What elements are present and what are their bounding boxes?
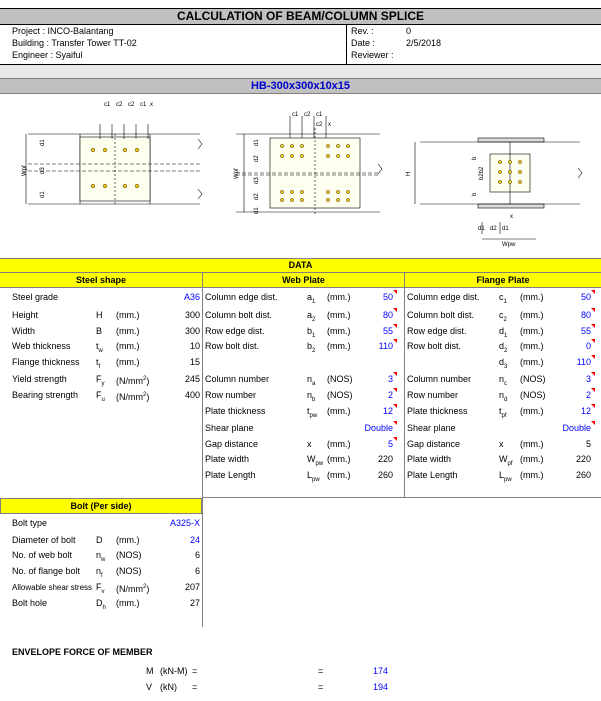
bolt-unit: $(N/mm^2)$ (116, 584, 150, 594)
flange-symbol: $t_{pf}$ (499, 406, 507, 419)
steel-symbol: B (96, 326, 103, 336)
flange-heading: Flange Plate (404, 272, 601, 288)
bolt-value[interactable]: A325-X (169, 518, 200, 528)
steel-label: Bearing strength (12, 390, 79, 400)
web-label: Column number (205, 374, 270, 384)
flange-symbol: $n_d$ (499, 390, 508, 403)
flange-value[interactable]: 50 (580, 292, 591, 302)
label-bb: b (472, 192, 478, 196)
flange-unit: (mm.) (520, 470, 544, 480)
input-marker-icon (393, 339, 397, 343)
bolt-label: Bolt hole (12, 598, 48, 608)
flange-value[interactable]: 12 (580, 406, 591, 416)
label-x: x (150, 102, 153, 108)
web-symbol: x (307, 439, 312, 449)
web-label: Row number (205, 390, 257, 400)
bolt-unit: (NOS) (116, 550, 142, 560)
envelope-unit: (kN-M) (160, 666, 188, 676)
label-web-d3: d3 (254, 177, 260, 184)
splice-sketch (0, 94, 601, 258)
web-label: Row edge dist. (205, 326, 265, 336)
steel-unit: (mm.) (116, 310, 140, 320)
flange-label: Row bolt dist. (407, 341, 462, 351)
web-symbol: $b_1$ (307, 326, 316, 339)
steel-unit: $(N/mm^2)$ (116, 392, 150, 402)
label-d1b: d1 (40, 191, 46, 198)
input-marker-icon (393, 388, 397, 392)
web-unit: (mm.) (327, 454, 351, 464)
web-value[interactable]: 3 (387, 374, 393, 384)
flange-plate-view (26, 124, 202, 204)
bolt-value[interactable]: 24 (189, 535, 200, 545)
flange-symbol: $W_{pf}$ (499, 454, 513, 467)
bolt-label: Diameter of bolt (12, 535, 76, 545)
label-web-x: x (328, 122, 331, 128)
input-marker-icon (591, 372, 595, 376)
web-value[interactable]: 5 (387, 439, 393, 449)
bolt-symbol: $F_v$ (96, 582, 105, 595)
envelope-unit: (kN) (160, 682, 177, 692)
flange-symbol: $L_{pw}$ (499, 470, 512, 483)
bolt-symbol: $n_f$ (96, 566, 103, 579)
web-value: 220 (377, 454, 393, 464)
steel-unit: $(N/mm^2)$ (116, 376, 150, 386)
bolt-label: Bolt type (12, 518, 48, 528)
project-name: Project : INCO-Balantang (12, 26, 114, 36)
bolt-symbol: $D_h$ (96, 598, 106, 611)
flange-value: 220 (575, 454, 591, 464)
bolt-value: 6 (194, 566, 200, 576)
flange-value[interactable]: 2 (585, 390, 591, 400)
bolt-value: 6 (194, 550, 200, 560)
flange-symbol: $n_c$ (499, 374, 508, 387)
web-value[interactable]: 2 (387, 390, 393, 400)
steel-label: Steel grade (12, 292, 59, 302)
label-web-d2: d2 (254, 155, 260, 162)
flange-label: Column bolt dist. (407, 310, 475, 320)
flange-value[interactable]: 0 (585, 341, 591, 351)
input-marker-icon (393, 421, 397, 425)
flange-unit: (mm.) (520, 357, 544, 367)
input-marker-icon (591, 290, 595, 294)
web-value[interactable]: 55 (382, 326, 393, 336)
steel-symbol: H (96, 310, 103, 320)
steel-value: 245 (184, 374, 200, 384)
flange-unit: (mm.) (520, 326, 544, 336)
web-value[interactable]: 50 (382, 292, 393, 302)
label-web-c1b: c1 (316, 112, 323, 118)
envelope-symbol: M (146, 666, 154, 676)
flange-symbol: $c_2$ (499, 310, 507, 323)
steel-symbol: $F_y$ (96, 374, 105, 387)
bolt-heading: Bolt (Per side) (0, 498, 202, 514)
bolt-symbol: D (96, 535, 103, 545)
web-symbol: $W_{pw}$ (307, 454, 324, 467)
web-symbol: $a_2$ (307, 310, 316, 323)
steel-symbol: $F_u$ (96, 390, 105, 403)
bolt-label: No. of web bolt (12, 550, 73, 560)
steel-value: 300 (184, 326, 200, 336)
separator-band (0, 65, 601, 78)
flange-value[interactable]: 55 (580, 326, 591, 336)
flange-unit: (NOS) (520, 374, 546, 384)
rev-value: 0 (406, 26, 412, 36)
flange-unit: (NOS) (520, 390, 546, 400)
label-web-d1b: d1 (254, 207, 260, 214)
steel-label: Yield strength (12, 374, 67, 384)
label-web-d2b: d2 (254, 193, 260, 200)
flange-value[interactable]: Double (562, 423, 591, 433)
project-info (0, 25, 601, 65)
flange-unit: (mm.) (520, 406, 544, 416)
input-marker-icon (591, 339, 595, 343)
flange-symbol: $d_2$ (499, 341, 508, 354)
label-web-c2: c2 (304, 112, 311, 118)
web-unit: (mm.) (327, 470, 351, 480)
label-wpw: Wpw (502, 242, 516, 248)
flange-label: Shear plane (407, 423, 456, 433)
web-heading: Web Plate (202, 272, 404, 288)
envelope-equals: = (192, 666, 198, 676)
steel-unit: (mm.) (116, 341, 140, 351)
input-marker-icon (591, 324, 595, 328)
envelope-value: 194 (372, 682, 388, 692)
envelope-value: 174 (372, 666, 388, 676)
label-web-c2b: c2 (316, 122, 323, 128)
web-symbol: $b_2$ (307, 341, 316, 354)
reviewer-label: Reviewer : (351, 50, 394, 60)
steel-symbol: $t_f$ (96, 357, 101, 370)
label-web-c1: c1 (292, 112, 299, 118)
steel-value: 10 (189, 341, 200, 351)
web-value[interactable]: Double (364, 423, 393, 433)
flange-unit: (mm.) (520, 341, 544, 351)
flange-value[interactable]: 3 (585, 374, 591, 384)
input-marker-icon (591, 421, 595, 425)
date-value: 2/5/2018 (406, 38, 442, 48)
web-value: 260 (377, 470, 393, 480)
web-symbol: $a_1$ (307, 292, 316, 305)
date-label: Date : (351, 38, 376, 48)
label-b: b (472, 156, 478, 160)
flange-label: Column number (407, 374, 472, 384)
sheet-title: CALCULATION OF BEAM/COLUMN SPLICE (0, 8, 601, 25)
building-name: Building : Transfer Tower TT-02 (12, 38, 137, 48)
bolt-value: 27 (189, 598, 200, 608)
steel-value: 400 (184, 390, 200, 400)
label-d1: d1 (40, 139, 46, 146)
flange-value: 5 (585, 439, 591, 449)
web-label: Plate Length (205, 470, 256, 480)
section-name: HB-300x300x10x15 (0, 78, 601, 94)
web-label: Plate width (205, 454, 250, 464)
web-label: Plate thickness (205, 406, 266, 416)
steel-heading: Steel shape (0, 272, 202, 288)
envelope-title: ENVELOPE FORCE OF MEMBER (12, 647, 153, 657)
label-sec-d1: d1 (478, 226, 485, 232)
steel-label: Width (12, 326, 36, 336)
label-c2: c2 (116, 102, 123, 108)
flange-symbol: x (499, 439, 504, 449)
input-marker-icon (393, 308, 397, 312)
web-label: Column edge dist. (205, 292, 278, 302)
bolt-label: Allowable shear stress (12, 583, 93, 592)
input-marker-icon (591, 308, 595, 312)
steel-label: Height (12, 310, 39, 320)
input-marker-icon (591, 388, 595, 392)
bolt-unit: (mm.) (116, 598, 140, 608)
flange-value[interactable]: 80 (580, 310, 591, 320)
rev-label: Rev. : (351, 26, 374, 36)
flange-unit: (mm.) (520, 454, 544, 464)
label-sec-x: x (510, 214, 513, 220)
envelope-equals: = (192, 682, 198, 692)
web-value[interactable]: 80 (382, 310, 393, 320)
steel-label: Flange thickness (12, 357, 80, 367)
label-c1: c1 (104, 102, 111, 108)
flange-label: Plate thickness (407, 406, 468, 416)
label-sec-d2: d2 (490, 226, 497, 232)
flange-label: Gap distance (407, 439, 461, 449)
bolt-symbol: $n_w$ (96, 550, 106, 563)
input-marker-icon (393, 437, 397, 441)
label-c2b: c2 (128, 102, 135, 108)
web-symbol: $L_{pw}$ (307, 470, 320, 483)
web-label: Gap distance (205, 439, 259, 449)
web-unit: (mm.) (327, 310, 351, 320)
engineer-name: Engineer : Syaiful (12, 50, 83, 60)
bolt-unit: (NOS) (116, 566, 142, 576)
label-wpf: Wpf (22, 165, 28, 176)
web-symbol: $n_a$ (307, 374, 316, 387)
label-c1b: c1 (140, 102, 147, 108)
flange-value[interactable]: 110 (576, 357, 591, 367)
input-marker-icon (393, 404, 397, 408)
web-unit: (mm.) (327, 406, 351, 416)
web-label: Shear plane (205, 423, 254, 433)
flange-unit: (mm.) (520, 310, 544, 320)
label-sec-d1b: d1 (502, 226, 509, 232)
web-symbol: $t_{pw}$ (307, 406, 318, 419)
input-marker-icon (591, 404, 595, 408)
flange-symbol: $d_3$ (499, 357, 508, 370)
envelope-equals: = (318, 666, 324, 676)
flange-symbol: $c_1$ (499, 292, 507, 305)
input-marker-icon (591, 355, 595, 359)
steel-unit: (mm.) (116, 357, 140, 367)
flange-label: Row number (407, 390, 459, 400)
flange-label: Plate Length (407, 470, 458, 480)
steel-symbol: $t_w$ (96, 341, 103, 354)
flange-value: 260 (575, 470, 591, 480)
steel-unit: (mm.) (116, 326, 140, 336)
flange-unit: (mm.) (520, 292, 544, 302)
flange-unit: (mm.) (520, 439, 544, 449)
flange-symbol: $d_1$ (499, 326, 508, 339)
label-h: H (406, 171, 412, 176)
label-web-wpf: Wpf (234, 168, 240, 179)
bolt-unit: (mm.) (116, 535, 140, 545)
web-unit: (mm.) (327, 439, 351, 449)
web-value[interactable]: 110 (378, 341, 393, 351)
input-marker-icon (393, 324, 397, 328)
flange-label: Plate width (407, 454, 452, 464)
label-d3: d3 (40, 167, 46, 174)
flange-label: Row edge dist. (407, 326, 467, 336)
steel-value: 300 (184, 310, 200, 320)
input-marker-icon (393, 290, 397, 294)
web-value[interactable]: 12 (382, 406, 393, 416)
web-unit: (mm.) (327, 292, 351, 302)
label-b2b2: b2b2 (479, 166, 485, 180)
web-unit: (mm.) (327, 341, 351, 351)
envelope-symbol: V (146, 682, 153, 692)
steel-label: Web thickness (12, 341, 71, 351)
steel-value: 15 (189, 357, 200, 367)
data-title: DATA (0, 258, 601, 272)
web-unit: (mm.) (327, 326, 351, 336)
web-label: Row bolt dist. (205, 341, 260, 351)
envelope-equals: = (318, 682, 324, 692)
section-view (415, 138, 582, 239)
bolt-label: No. of flange bolt (12, 566, 81, 576)
web-unit: (NOS) (327, 390, 353, 400)
input-marker-icon (393, 372, 397, 376)
steel-value[interactable]: A36 (183, 292, 200, 302)
bolt-value: 207 (184, 582, 200, 592)
web-label: Column bolt dist. (205, 310, 273, 320)
web-symbol: $n_b$ (307, 390, 316, 403)
flange-label: Column edge dist. (407, 292, 480, 302)
web-unit: (NOS) (327, 374, 353, 384)
label-web-d1: d1 (254, 139, 260, 146)
